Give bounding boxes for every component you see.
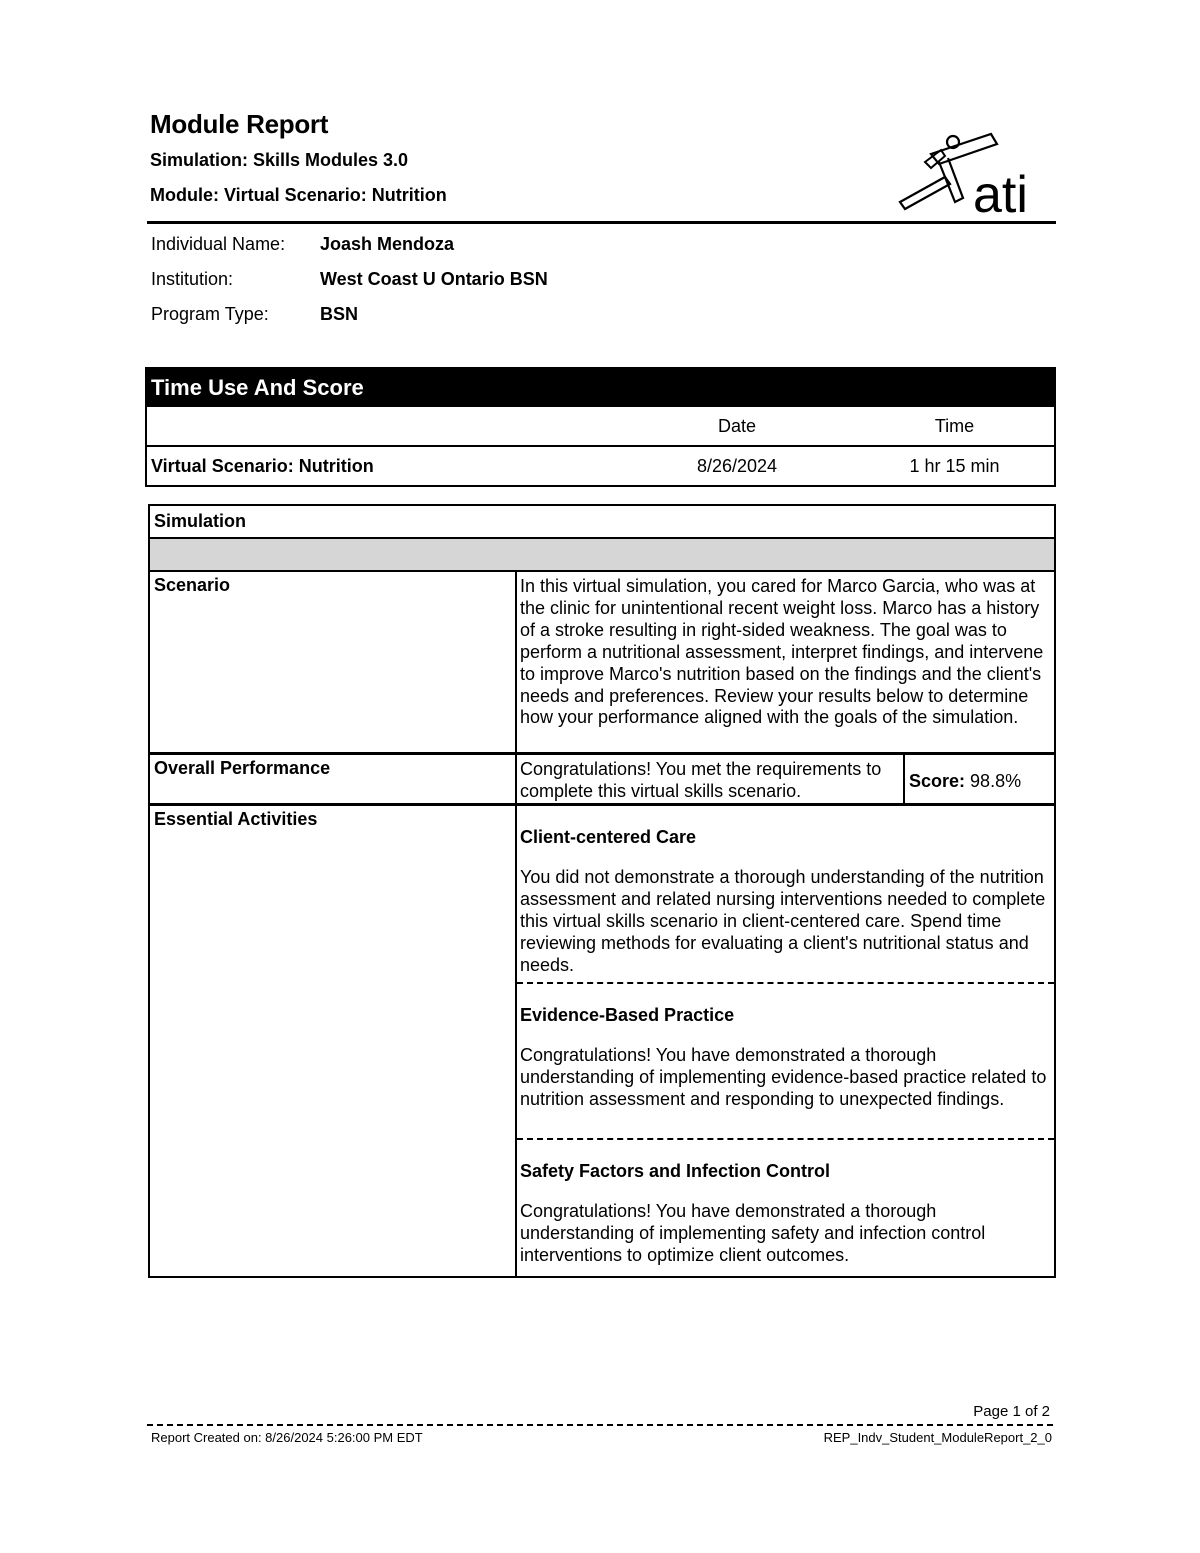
ati-logo <box>895 132 1040 217</box>
time-use-table <box>145 367 1056 487</box>
activity-body: Congratulations! You have demonstrated a thorough understanding of implementing evidence-based practice related to nutrition assessment and responding to unexpected findings. <box>520 1045 1047 1109</box>
score <box>905 755 1054 803</box>
report-created: Report Created on: 8/26/2024 5:26:00 PM EDT <box>151 1430 423 1445</box>
page-number: Page 1 of 2 <box>973 1403 1050 1420</box>
time-cell: 1 hr 15 min <box>909 456 1000 476</box>
individual-name-label: Individual Name: <box>151 234 286 254</box>
report-title: Module Report <box>150 109 329 139</box>
institution-label: Institution: <box>151 269 234 289</box>
activity-client-centered-care <box>517 806 1054 982</box>
scenario-label: Scenario <box>150 572 517 752</box>
score-label: Score: <box>909 771 966 791</box>
scenario-row <box>150 572 1054 755</box>
simulation-heading: Simulation <box>150 506 1054 539</box>
date-column-header: Date <box>717 416 757 436</box>
module-name-cell: Virtual Scenario: Nutrition <box>151 456 374 476</box>
header-rule <box>147 221 1056 224</box>
performance-text: Congratulations! You met the requirements to complete this virtual skills scenario. <box>517 755 905 803</box>
report-id: REP_Indv_Student_ModuleReport_2_0 <box>823 1430 1052 1445</box>
essential-activities-row <box>150 806 1054 1276</box>
program-type-value: BSN <box>320 304 359 324</box>
score-value: 98.8% <box>970 771 1022 791</box>
footer-rule <box>147 1424 1053 1426</box>
simulation-table <box>148 504 1056 1278</box>
activity-evidence-based-practice <box>517 982 1054 1138</box>
program-type-label: Program Type: <box>151 304 269 324</box>
simulation-gray-band <box>150 539 1054 572</box>
essential-activities-label: Essential Activities <box>150 806 517 1276</box>
simulation-subtitle: Simulation: Skills Modules 3.0 <box>150 150 409 170</box>
institution-value: West Coast U Ontario BSN <box>320 269 548 289</box>
activity-body: You did not demonstrate a thorough understanding of the nutrition assessment and related nursing interventions needed to complete this virtual skills scenario in client-centered care. Spend time reviewing methods for evaluating a client's nutritional status and needs. <box>520 867 1046 975</box>
activity-title: Client-centered Care <box>520 827 697 847</box>
performance-label: Overall Performance <box>150 755 517 803</box>
scenario-text: In this virtual simulation, you cared for Marco Garcia, who was at the clinic for unintentional recent weight loss. Marco has a history of a stroke resulting in right-sided weakness. The goal was to perform a nutritional assessment, interpret findings, and intervene to improve Marco's nutrition based on the findings and the client's needs and preferences. Review your results below to determine how your performance aligned with the goals of the simulation. <box>520 576 1044 728</box>
date-cell: 8/26/2024 <box>696 456 778 476</box>
time-column-header: Time <box>934 416 975 436</box>
activity-safety-infection-control <box>517 1138 1054 1273</box>
time-use-heading: Time Use And Score <box>147 369 1054 407</box>
individual-name-value: Joash Mendoza <box>320 234 455 254</box>
activity-title: Safety Factors and Infection Control <box>520 1161 831 1181</box>
time-use-row <box>147 445 1054 485</box>
time-use-header-row <box>147 407 1054 445</box>
activity-title: Evidence-Based Practice <box>520 1005 735 1025</box>
module-subtitle: Module: Virtual Scenario: Nutrition <box>150 185 447 205</box>
performance-row <box>150 755 1054 806</box>
svg-text:ati: ati <box>973 166 1028 217</box>
activity-body: Congratulations! You have demonstrated a thorough understanding of implementing safety and infection control interventions to optimize client outcomes. <box>520 1201 986 1265</box>
